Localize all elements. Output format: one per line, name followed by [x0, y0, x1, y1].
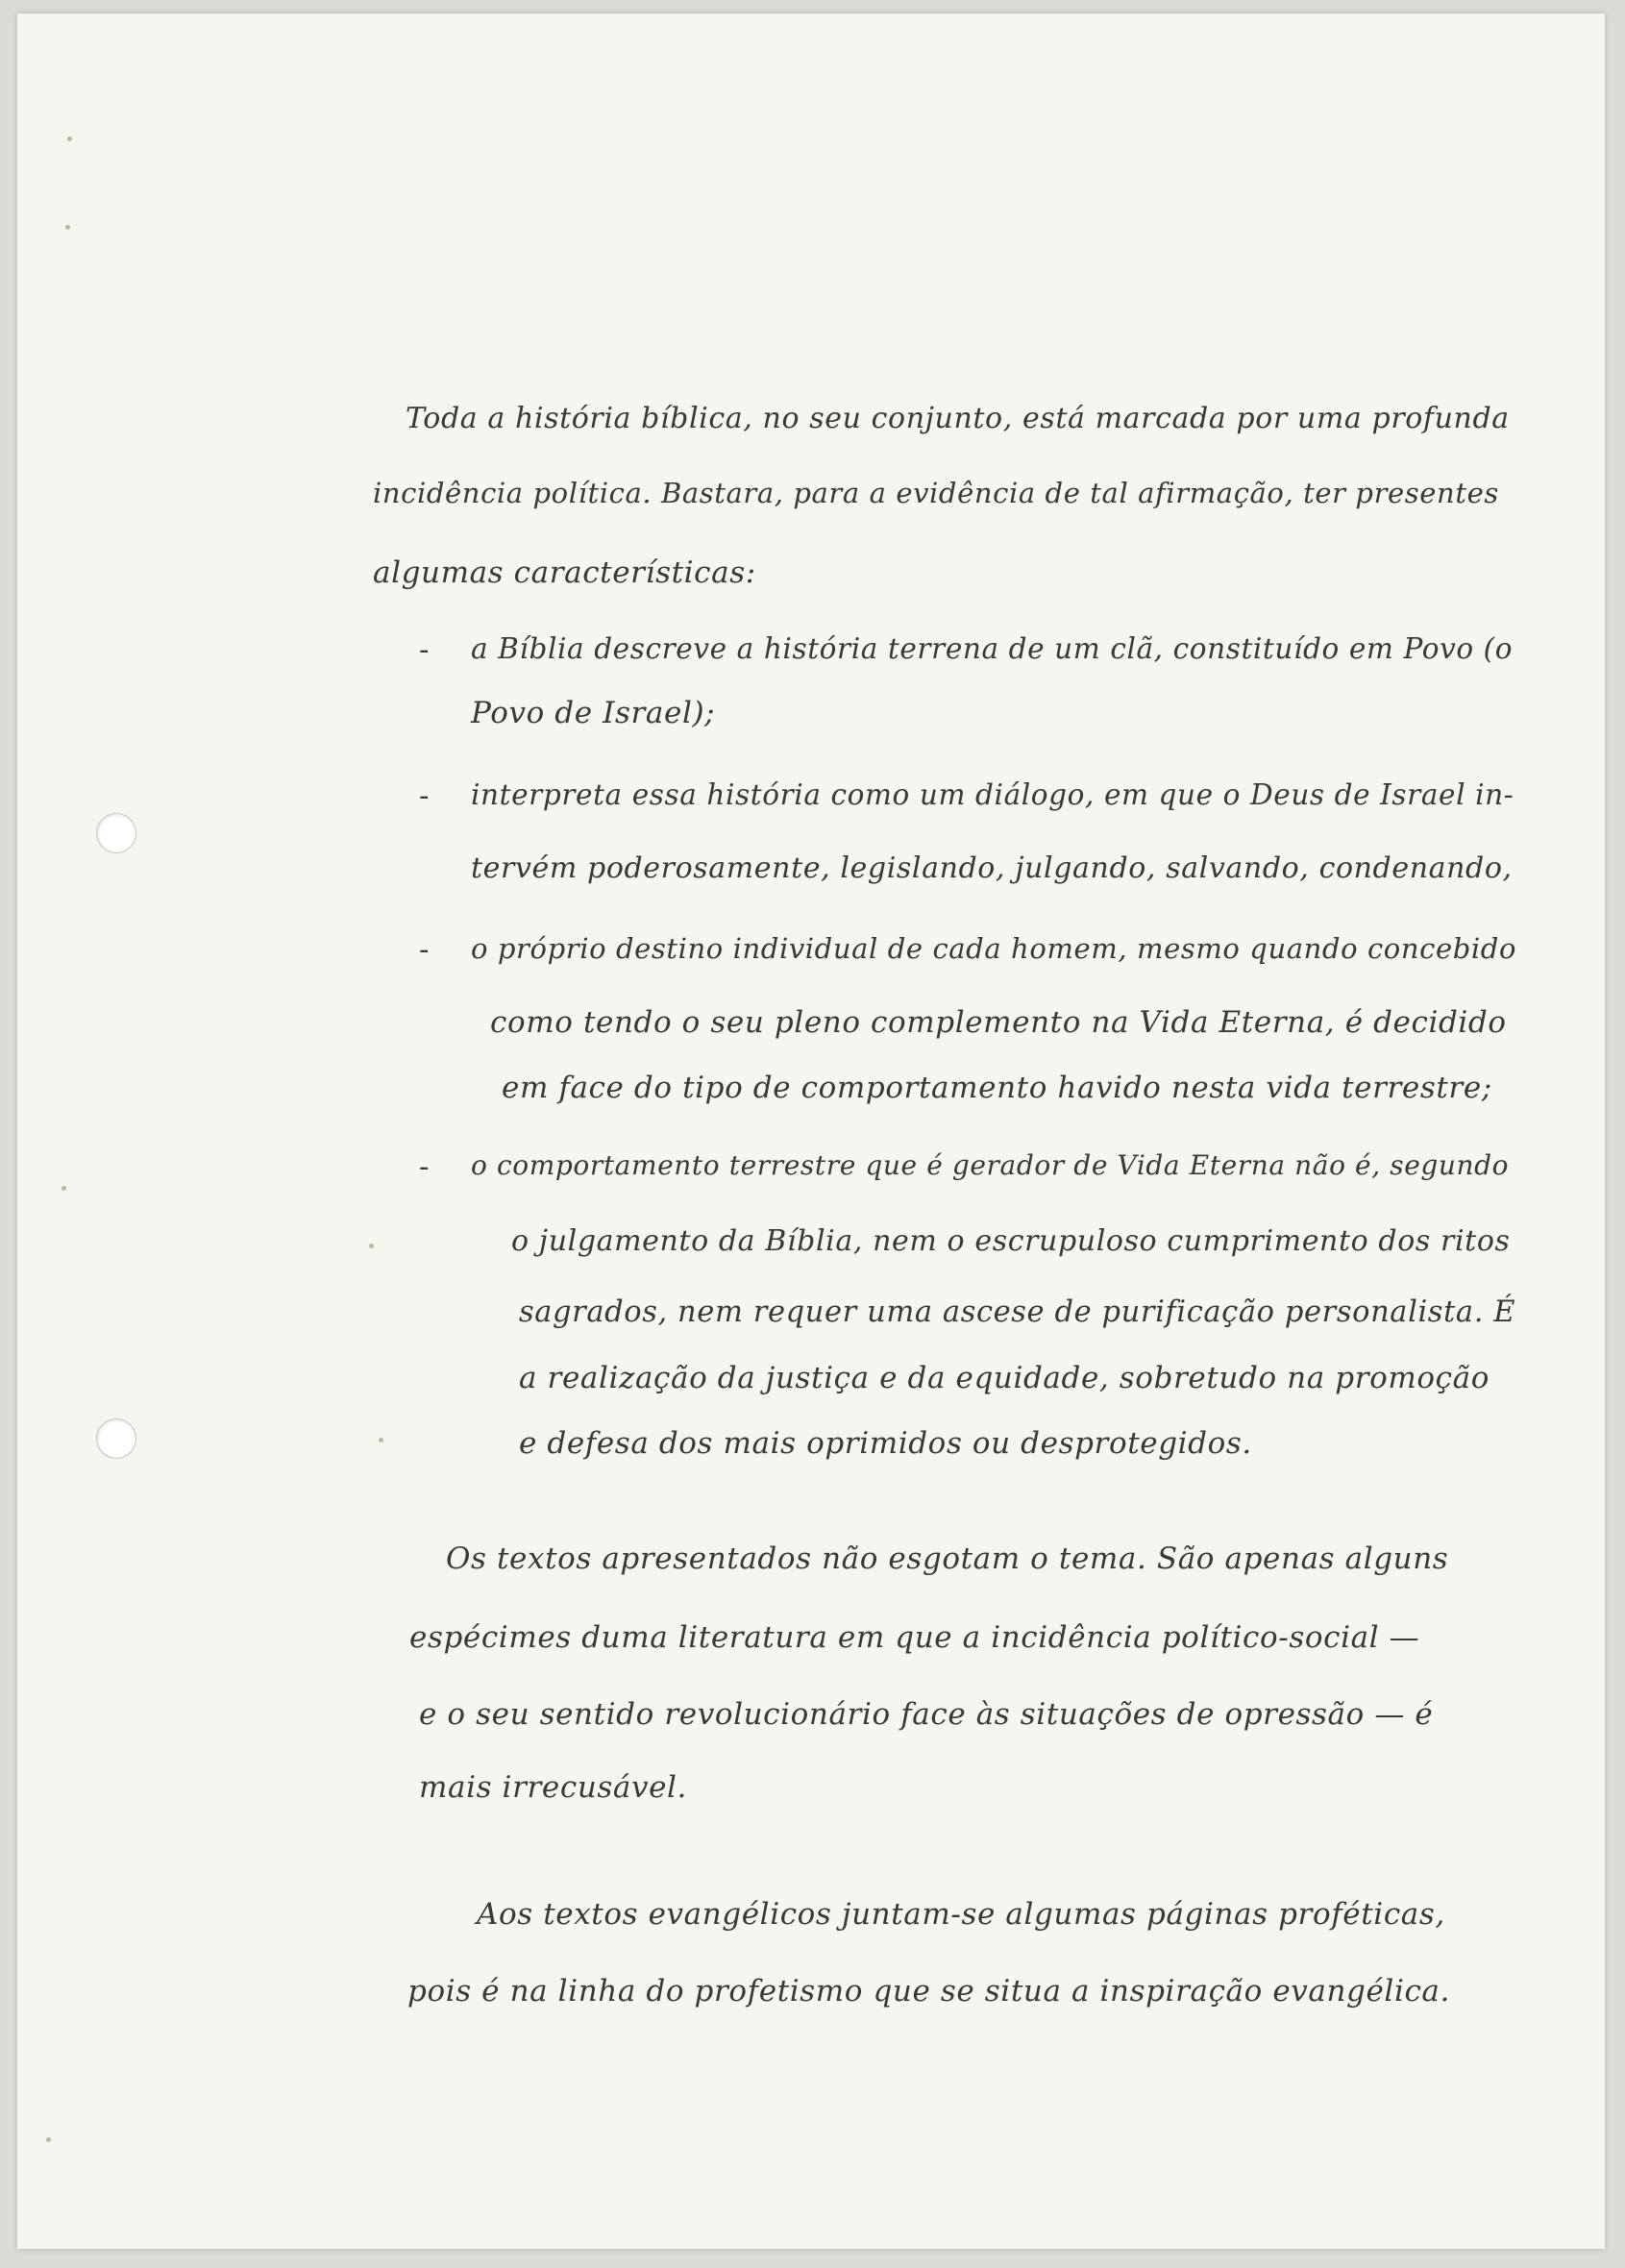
bullet-marker: -	[419, 1149, 431, 1184]
bullet-4-line: o comportamento terrestre que é gerador de Vida Eterna não é, segundo	[471, 1149, 1510, 1181]
bullet-2-line: interpreta essa história como um diálogo, em que o Deus de Israel in-	[471, 778, 1514, 811]
paragraph-1-line: incidência política. Bastara, para a evidência de tal afirmação, ter presentes	[373, 477, 1499, 509]
paragraph-2-line: e o seu sentido revolucionário face às situações de opressão — é	[419, 1697, 1434, 1732]
bullet-1-line: Povo de Israel);	[471, 696, 716, 730]
paragraph-3-line: pois é na linha do profetismo que se situa a inspiração evangélica.	[407, 1974, 1450, 2009]
paragraph-2-line: Os textos apresentados não esgotam o tema. São apenas alguns	[446, 1541, 1449, 1576]
bullet-2-line: tervém poderosamente, legislando, julgando, salvando, condenando,	[471, 851, 1513, 885]
bullet-marker: -	[419, 632, 431, 667]
manuscript-page	[17, 13, 1605, 2249]
bullet-3-line: como tendo o seu pleno complemento na Vida Eterna, é decidido	[490, 1005, 1507, 1040]
paragraph-1-line: Toda a história bíblica, no seu conjunto, está marcada por uma profunda	[406, 402, 1510, 435]
bullet-4-line: o julgamento da Bíblia, nem o escrupuloso cumprimento dos ritos	[511, 1224, 1511, 1258]
bullet-1-line: a Bíblia descreve a história terrena de um clã, constituído em Povo (o	[471, 632, 1514, 665]
paragraph-2-line: mais irrecusável.	[419, 1770, 687, 1805]
paragraph-1-line: algumas características:	[373, 555, 756, 590]
bullet-3-line: em face do tipo de comportamento havido nesta vida terrestre;	[502, 1071, 1492, 1105]
bullet-4-line: sagrados, nem requer uma ascese de purificação personalista. É	[519, 1295, 1516, 1329]
bullet-3-line: o próprio destino individual de cada homem, mesmo quando concebido	[471, 932, 1517, 965]
handwritten-text	[17, 13, 1605, 2249]
bullet-4-line: a realização da justiça e da equidade, sobretudo na promoção	[519, 1361, 1490, 1395]
bullet-4-line: e defesa dos mais oprimidos ou desprotegidos.	[519, 1426, 1252, 1461]
bullet-marker: -	[419, 932, 431, 967]
bullet-marker: -	[419, 778, 431, 813]
paragraph-2-line: espécimes duma literatura em que a incidência político-social —	[409, 1620, 1420, 1655]
paragraph-3-line: Aos textos evangélicos juntam-se algumas páginas proféticas,	[477, 1897, 1445, 1932]
